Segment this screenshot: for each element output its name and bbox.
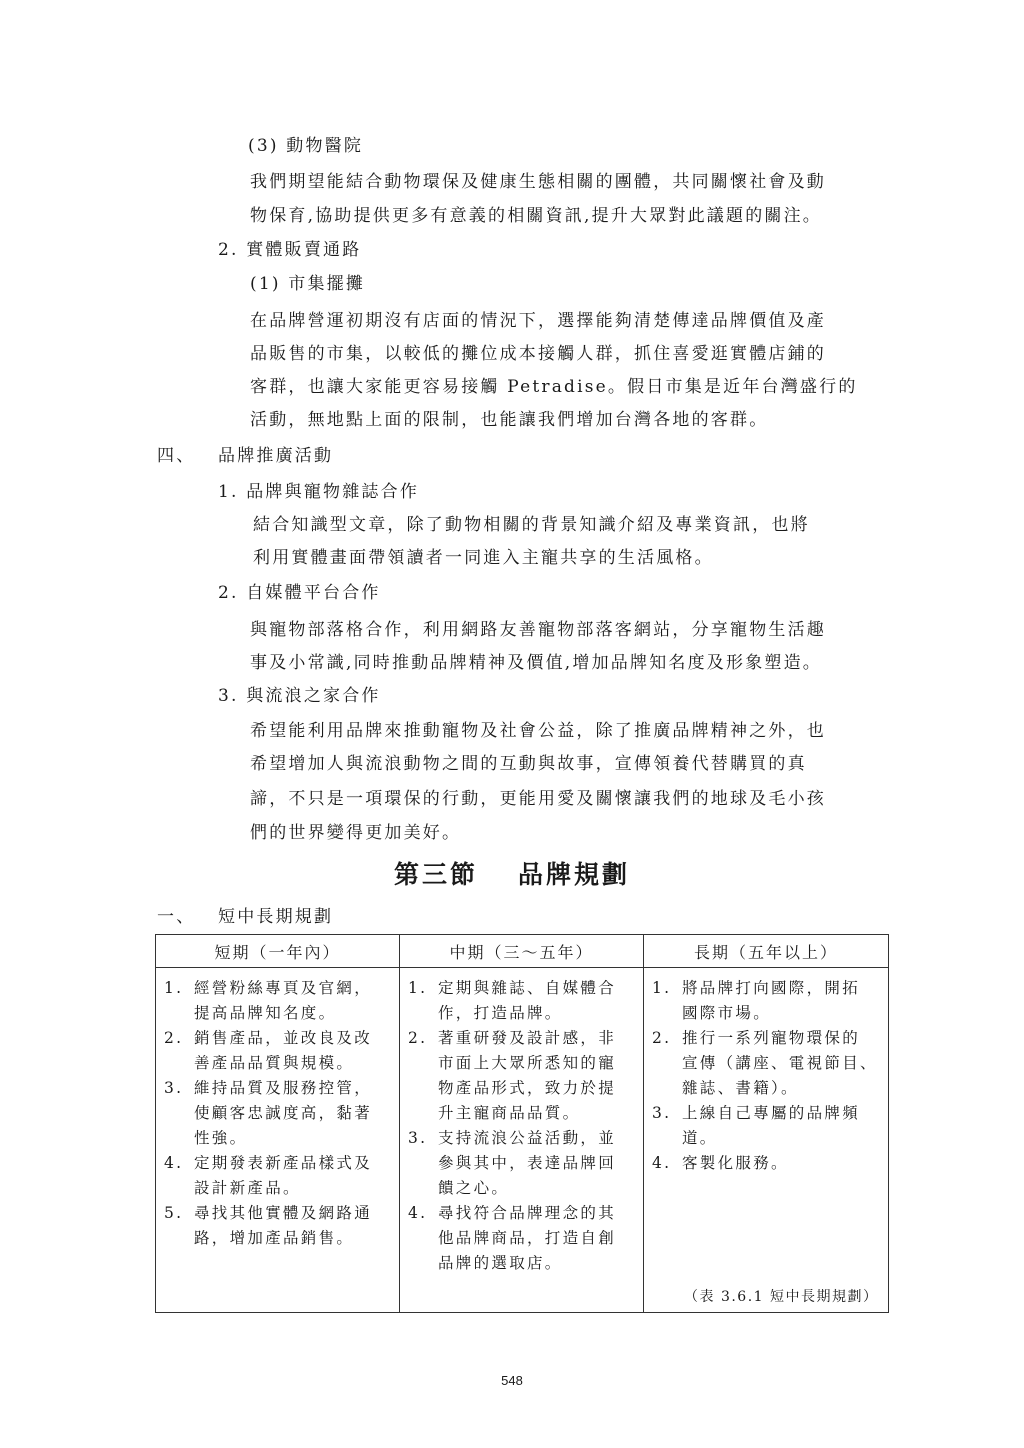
item-text: 將品牌打向國際，開拓 國際市場。 <box>682 979 861 1022</box>
paragraph-line: 們的世界變得更加美好。 <box>250 823 462 843</box>
section4-number: 四、 <box>157 446 196 466</box>
header-long-term: 長期（五年以上） <box>644 935 889 968</box>
paragraph-line: 客群，也讓大家能更容易接觸 Petradise。假日市集是近年台灣盛行的 <box>250 377 858 397</box>
page-number: 548 <box>501 1373 523 1388</box>
paragraph-line: 在品牌營運初期沒有店面的情況下，選擇能夠清楚傳達品牌價值及產 <box>250 311 826 331</box>
item-text: 定期發表新產品樣式及 設計新產品。 <box>194 1154 373 1197</box>
item-text: 著重研發及設計感，非 市面上大眾所悉知的寵 物產品形式，致力於提 升主寵商品品質。 <box>438 1029 617 1122</box>
item-number: 5. <box>164 1204 184 1222</box>
list-item <box>652 1151 880 1176</box>
list-item <box>652 1101 880 1151</box>
part1-title: 短中長期規劃 <box>218 907 334 927</box>
item-text: 客製化服務。 <box>682 1154 789 1172</box>
item2-title: 2. 自媒體平台合作 <box>218 583 381 603</box>
paragraph-line: 物保育,協助提供更多有意義的相關資訊,提升大眾對此議題的關注。 <box>250 206 823 226</box>
item-number: 4. <box>408 1204 428 1222</box>
item-text: 上線自己專屬的品牌頻 道。 <box>682 1104 861 1147</box>
list-item <box>652 1026 880 1101</box>
paragraph-line: 事及小常識,同時推動品牌精神及價值,增加品牌知名度及形象塑造。 <box>250 653 823 673</box>
list-item <box>408 1026 635 1126</box>
item-text: 尋找符合品牌理念的其 他品牌商品，打造自創 品牌的選取店。 <box>438 1204 617 1272</box>
part1-number: 一、 <box>157 907 196 927</box>
header-mid-term: 中期（三～五年） <box>400 935 644 968</box>
paragraph-line: 品販售的市集，以較低的攤位成本接觸人群，抓住喜愛逛實體店鋪的 <box>250 344 826 364</box>
sub3-title: (3) 動物醫院 <box>248 136 364 156</box>
item-text: 支持流浪公益活動，並 參與其中，表達品牌回 饋之心。 <box>438 1129 617 1197</box>
item-number: 3. <box>652 1104 672 1122</box>
paragraph-line: 利用實體畫面帶領讀者一同進入主寵共享的生活風格。 <box>253 548 714 568</box>
long-term-cell <box>644 968 889 1313</box>
mid-term-cell <box>400 968 644 1313</box>
item-text: 銷售產品，並改良及改 善產品品質與規模。 <box>194 1029 373 1072</box>
item-text: 尋找其他實體及網路通 路，增加產品銷售。 <box>194 1204 373 1247</box>
paragraph-line: 諦，不只是一項環保的行動，更能用愛及關懷讓我們的地球及毛小孩 <box>250 789 826 809</box>
list-item <box>652 976 880 1026</box>
list-item <box>164 1026 391 1076</box>
table-caption: （表 3.6.1 短中長期規劃） <box>684 1289 879 1305</box>
list-item <box>408 1201 635 1276</box>
list-item <box>164 1201 391 1251</box>
header-short-term: 短期（一年內） <box>156 935 400 968</box>
paragraph-line: 結合知識型文章，除了動物相關的背景知識介紹及專業資訊，也將 <box>253 515 810 535</box>
section4-title: 品牌推廣活動 <box>218 446 334 466</box>
item-number: 1. <box>652 979 672 997</box>
paragraph-line: 希望增加人與流浪動物之間的互動與故事，宣傳領養代替購買的真 <box>250 754 807 774</box>
list-item <box>408 976 635 1026</box>
item-number: 4. <box>652 1154 672 1172</box>
item-text: 推行一系列寵物環保的 宣傳（講座、電視節目、 雜誌、書籍）。 <box>682 1029 878 1097</box>
item-number: 2. <box>652 1029 672 1047</box>
paragraph-line: 希望能利用品牌來推動寵物及社會公益，除了推廣品牌精神之外，也 <box>250 721 826 741</box>
table-row <box>156 968 889 1313</box>
item3-title: 3. 與流浪之家合作 <box>218 686 381 706</box>
chapter-section-label: 第三節 <box>393 860 478 889</box>
list-item <box>164 976 391 1026</box>
item-number: 3. <box>164 1079 184 1097</box>
item-text: 定期與雜誌、自媒體合 作，打造品牌。 <box>438 979 617 1022</box>
item-text: 維持品質及服務控管， 使顧客忠誠度高，黏著 性強。 <box>194 1079 373 1147</box>
chapter-heading <box>0 855 1024 891</box>
sub1-title: (1) 市集擺攤 <box>250 274 366 294</box>
item-text: 經營粉絲專頁及官網， 提高品牌知名度。 <box>194 979 373 1022</box>
item-number: 1. <box>408 979 428 997</box>
list-item <box>164 1151 391 1201</box>
table-header-row <box>156 935 889 968</box>
paragraph-line: 活動，無地點上面的限制，也能讓我們增加台灣各地的客群。 <box>250 410 769 430</box>
item1-title: 1. 品牌與寵物雜誌合作 <box>218 482 420 502</box>
paragraph-line: 與寵物部落格合作，利用網路友善寵物部落客網站，分享寵物生活趣 <box>250 620 826 640</box>
paragraph-line: 我們期望能結合動物環保及健康生態相關的團體，共同關懷社會及動 <box>250 172 826 192</box>
item-number: 3. <box>408 1129 428 1147</box>
item-number: 4. <box>164 1154 184 1172</box>
item-number: 2. <box>408 1029 428 1047</box>
short-term-cell <box>156 968 400 1313</box>
chapter-title: 品牌規劃 <box>518 860 631 889</box>
list-item <box>408 1126 635 1201</box>
item-number: 1. <box>164 979 184 997</box>
item2-title: 2. 實體販賣通路 <box>218 240 362 260</box>
plan-table <box>155 934 889 1313</box>
list-item <box>164 1076 391 1151</box>
item-number: 2. <box>164 1029 184 1047</box>
